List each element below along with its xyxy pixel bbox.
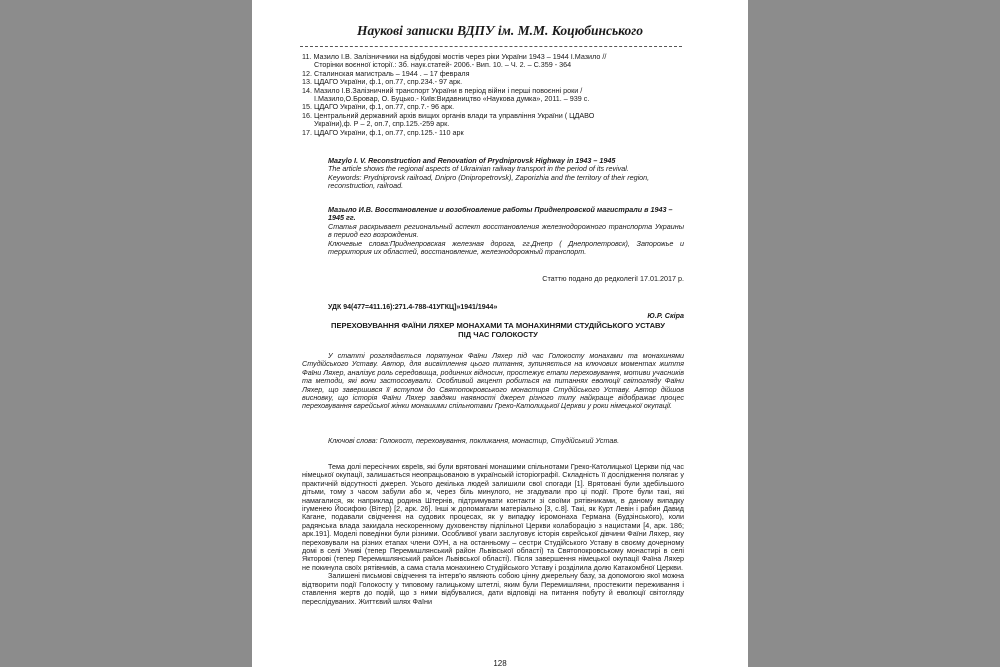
reference-number: 13. xyxy=(302,77,312,87)
reference-number: 14. xyxy=(302,85,312,95)
reference-text: ЦДАГО України, ф.1, оп.77, спр.234.- 97 арк. xyxy=(314,77,463,87)
reference-item xyxy=(302,53,684,70)
reference-item xyxy=(302,112,684,129)
reference-text: ЦДАГО України, ф.1, оп.77, спр.125.- 110 арк xyxy=(314,127,464,137)
reference-number: 11. xyxy=(302,52,312,61)
page-number: 128 xyxy=(493,659,507,667)
reference-text: Мазило І.В.Залізничний транспорт України в період війни і перші повоєнні роки / xyxy=(314,85,583,95)
body-paragraph: Залишені письмові свідчення та інтерв'ю являють собою цінну джерельну базу, за допомогою якої можна відтворити події Голокосту у типовому галицькому штетлі, яким були Перемишляни, простежити переживання і ставлення жертв до подій, що з ними відбувалися, дати відповіді на питання побуту й еволюції світогляду переслідуваних. Життєвий шлях Фаїни xyxy=(302,571,684,606)
abstract-russian-body: Статья раскрывает региональный аспект восстановления железнодорожного транспорта Украины в период его возрождения. xyxy=(328,221,684,240)
header-divider xyxy=(300,46,682,47)
udk-code: УДК 94(477=411.16):271.4-788-41УГКЦ]»1941/1944» xyxy=(328,304,498,311)
reference-text-cont: України),ф. Р – 2, оп.7, спр.125.-259 арк. xyxy=(314,119,450,129)
reference-text: Центральний державний архів вищих органів влади та управління України ( ЦДАВО xyxy=(314,110,595,120)
reference-text: ЦДАГО України, ф.1, оп.77, спр.7.- 96 арк. xyxy=(314,102,455,112)
body-paragraph: Тема долі пересічних євреїв, які були врятовані монашими спільнотами Греко-Католицької Церкви під час німецької окупації, залишається неопрацьованою в українській історіографії. Складність її дослідження полягає у практичній відсутності джерел. Усього декілька людей залишили свої спогади [1]. Врятовані були здебільшого дітьми, тому з часом забули або ж, через біль минулого, не згадували про ці події. Проте були такі, які намагалися, як наприклад родина Штернів, підтримувати контакти зі своїми рятівниками, в даному випадку ігуменею Йосифою (Вітер) [2, арк. 26]. Інші ж допомагали матеріально [3, с.8]. Такі, як Курт Левін і рабин Давид Кагане, подавали свідчення на судових процесах, як у випадку ієромонаха Германа (Будзінського), коли радянська влада закидала нескоренному духовенству підпільної Церкви колаборацію з нацистами [4, арк. 186; арк.191]. Моделі поведінки були різними. Особливої уваги заслуговує історія єврейської дівчини Фаїни Ляхер, яку переховували на різних етапах члени ОУН, а на останньому – сестри Студійського Уставу в своєму дочерному домі в селі Униві (тепер Перемишлянський район Львівської області) та Святопокровському монастирі в селі Якторові (тепер Перемишлянський район Львівської області). Після завершення німецької окупації Фаїна Ляхер не покинула своїх рятівників, а сама стала монахинею Студійського Уставу і розділила долю Катакомбної Церкви. xyxy=(302,462,684,572)
abstract-english-body: The article shows the regional aspects of Ukrainian railway transport in the period of its revival. xyxy=(328,164,629,174)
journal-title: Наукові записки ВДПУ ім. М.М. Коцюбинського xyxy=(357,23,643,38)
article-author: Ю.Р. Скіра xyxy=(647,311,684,320)
reference-text-cont: І.Мазило,О.Бровар, О. Буцько.- Київ:Видавництво «Наукова думка», 2011. – 939 с. xyxy=(314,94,590,104)
reference-item xyxy=(302,87,684,104)
reference-text: Сталинская магистраль – 1944 . – 17 февраля xyxy=(314,68,470,78)
reference-list xyxy=(302,53,684,137)
document-page xyxy=(252,0,748,667)
abstract-english-heading: Mazylo I. V. Reconstruction and Renovation of Prydniprovsk Highway in 1943 – 1945 xyxy=(328,156,616,165)
article-title-line2: ПІД ЧАС ГОЛОКОСТУ xyxy=(458,329,538,339)
received-date: Статтю подано до редколегії 17.01.2017 р. xyxy=(542,274,684,283)
reference-text: Мазило І.В. Залізничники на відбудові мостів через ріки України 1943 – 1944 І.Мазило // xyxy=(313,52,607,61)
article-keywords: Ключові слова: Голокост, переховування, покликання, монастир, Студійський Устав. xyxy=(328,436,620,445)
article-body xyxy=(302,463,684,606)
abstract-russian xyxy=(328,206,684,256)
reference-number: 12. xyxy=(302,68,312,78)
article-title-line1: ПЕРЕХОВУВАННЯ ФАЇНИ ЛЯХЕР МОНАХАМИ ТА МОНАХИНЯМИ СТУДІЙСЬКОГО УСТАВУ xyxy=(331,321,665,330)
reference-number: 16. xyxy=(302,110,312,120)
abstract-russian-keywords: Ключевые слова:Приднепровская железная дорога, гг.Днепр ( Днепропетровск), Запорожье и территория их областей, восстановление, железнодорожный транспорт. xyxy=(328,238,684,257)
article-title xyxy=(312,322,684,340)
reference-text-cont: Сторінки воєнної історії.: Зб. наук.статей- 2006.- Вип. 10. – Ч. 2. – С.359 - 364 xyxy=(314,60,572,70)
reference-number: 17. xyxy=(302,127,312,137)
reference-number: 15. xyxy=(302,102,312,112)
article-abstract: У статті розглядається порятунок Фаїни Ляхер під час Голокосту монахами та монахинями Студійського Уставу. Автор, для висвітлення цього питання, зупиняється на ключових моментах життя Фаїни Ляхер, аналізує роль середовища, родинних відносин, простежує етапи переховування, мотиви учасників та методи, які вони застосовували. Особливий акцент робиться на питаннях еволюції світогляду Фаїни Ляхер, що завершився її вступом до Святопокровського монастиря Студійського Уставу. Автор дійшов висновку, що історія Фаїни Ляхер завдяки наявності джерел різного типу найкраще відображає процес переховування єврейської жінки монашими спільнотами Греко-Католицької Церкви у роки німецької окупації. xyxy=(302,351,684,411)
abstract-english xyxy=(328,157,684,191)
abstract-english-keywords: Keywords: Prydniprovsk railroad, Dnipro (Dnipropetrovsk), Zaporizhia and the territory of their region, reconstruction, railroad. xyxy=(328,172,650,191)
abstract-russian-heading: Мазыло И.В. Восстановление и возобновление работы Приднепровской магистрали в 1943 – 1945 гг. xyxy=(328,205,673,223)
reference-item xyxy=(302,129,684,137)
